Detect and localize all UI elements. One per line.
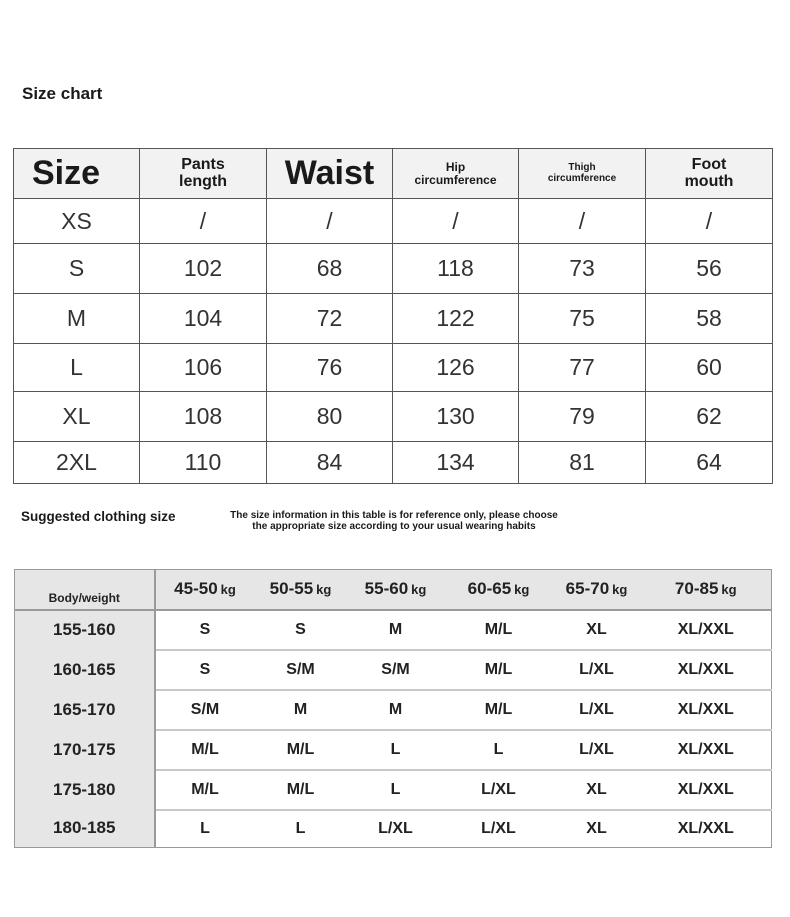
cell-hip: 122	[393, 294, 519, 344]
suggested-size: XL/XXL	[677, 819, 734, 837]
body-weight-corner: Body/weight	[15, 570, 155, 610]
suggested-size: XL/XXL	[641, 690, 772, 730]
cell-thigh: 81	[519, 442, 646, 484]
header-foot-line-1: Foot	[691, 155, 727, 173]
reference-note	[200, 510, 588, 532]
suggested-size: XL/XXL	[641, 730, 772, 770]
suggested-size-table	[14, 569, 772, 848]
suggested-size: M/L	[445, 610, 553, 650]
weight-range: 65-70	[565, 579, 610, 599]
cell-waist: 68	[267, 244, 393, 294]
suggested-size: L/XL	[553, 690, 641, 730]
table-row	[15, 690, 772, 730]
cell-size: M	[14, 294, 140, 344]
table-row	[15, 810, 772, 848]
reference-note-line-1: The size information in this table is for reference only, please choose	[230, 510, 558, 521]
header-thigh-line-1: Thigh	[568, 162, 596, 173]
table-row	[14, 442, 773, 484]
cell-thigh: 75	[519, 294, 646, 344]
header-size: Size	[14, 149, 140, 199]
weight-unit: kg	[316, 582, 332, 598]
table-row	[14, 199, 773, 244]
cell-pants-length: 102	[140, 244, 267, 294]
table-row	[14, 294, 773, 344]
weight-header-row	[15, 570, 772, 610]
height-range: 180-185	[15, 810, 155, 848]
suggested-size: S	[155, 650, 255, 690]
header-foot-mouth	[646, 149, 773, 199]
table-row	[15, 770, 772, 810]
weight-header	[641, 570, 772, 610]
suggested-size: S	[255, 610, 347, 650]
weight-header	[155, 570, 255, 610]
height-range: 160-165	[15, 650, 155, 690]
header-hip-line-1: Hip	[445, 159, 466, 174]
page-title: Size chart	[22, 84, 103, 103]
header-waist: Waist	[267, 149, 393, 199]
height-range: 165-170	[15, 690, 155, 730]
weight-range: 55-60	[364, 579, 409, 599]
suggested-size: M	[255, 690, 347, 730]
header-foot-line-2: mouth	[684, 172, 734, 190]
suggested-size: L	[295, 819, 306, 837]
weight-header	[445, 570, 553, 610]
weight-unit: kg	[220, 582, 236, 598]
cell-waist: 80	[267, 392, 393, 442]
size-chart-table	[13, 148, 773, 484]
cell-hip: 130	[393, 392, 519, 442]
suggested-size: S/M	[255, 650, 347, 690]
reference-note-line-2: the appropriate size according to your usual wearing habits	[252, 521, 536, 532]
suggested-size: S/M	[347, 650, 445, 690]
cell-foot-mouth: /	[646, 199, 773, 244]
suggested-size: L	[445, 730, 553, 770]
weight-unit: kg	[514, 582, 530, 598]
suggested-size: M	[347, 610, 445, 650]
suggested-size: L/XL	[553, 730, 641, 770]
cell-thigh: 73	[519, 244, 646, 294]
suggested-size: L	[347, 730, 445, 770]
weight-range: 50-55	[269, 579, 314, 599]
suggested-size: L	[347, 770, 445, 810]
height-range: 175-180	[15, 770, 155, 810]
weight-header	[255, 570, 347, 610]
cell-foot-mouth: 64	[646, 442, 773, 484]
cell-hip: 118	[393, 244, 519, 294]
suggested-size: L/XL	[445, 770, 553, 810]
header-hip-line-2: circumference	[414, 172, 497, 187]
suggested-size: S/M	[155, 690, 255, 730]
weight-header	[553, 570, 641, 610]
suggested-size: XL/XXL	[641, 650, 772, 690]
cell-thigh: /	[519, 199, 646, 244]
weight-unit: kg	[721, 582, 737, 598]
cell-foot-mouth: 56	[646, 244, 773, 294]
cell-size: L	[14, 344, 140, 392]
cell-waist: /	[267, 199, 393, 244]
suggested-size: L/XL	[378, 819, 413, 837]
cell-pants-length: 104	[140, 294, 267, 344]
suggested-size: S	[155, 610, 255, 650]
header-pants-length	[140, 149, 267, 199]
suggested-size: M/L	[255, 730, 347, 770]
cell-pants-length: /	[140, 199, 267, 244]
suggested-size: M/L	[255, 770, 347, 810]
weight-unit: kg	[411, 582, 427, 598]
suggested-size: L	[200, 819, 210, 837]
weight-header	[347, 570, 445, 610]
table-row	[15, 650, 772, 690]
table-row	[14, 244, 773, 294]
table-row	[14, 392, 773, 442]
cell-pants-length: 108	[140, 392, 267, 442]
cell-size: S	[14, 244, 140, 294]
height-range: 170-175	[15, 730, 155, 770]
table-row	[15, 730, 772, 770]
suggested-size: M/L	[445, 650, 553, 690]
suggested-size-heading: Suggested clothing size	[21, 509, 176, 524]
header-pants-line-1: Pants	[181, 155, 225, 173]
cell-size: XS	[14, 199, 140, 244]
table-row	[14, 344, 773, 392]
cell-hip: 126	[393, 344, 519, 392]
table-row	[15, 610, 772, 650]
cell-pants-length: 110	[140, 442, 267, 484]
cell-foot-mouth: 62	[646, 392, 773, 442]
cell-pants-length: 106	[140, 344, 267, 392]
cell-foot-mouth: 58	[646, 294, 773, 344]
weight-range: 45-50	[174, 579, 218, 599]
suggested-size: XL/XXL	[641, 770, 772, 810]
height-range: 155-160	[15, 610, 155, 650]
size-chart-header-row	[14, 149, 773, 199]
cell-waist: 76	[267, 344, 393, 392]
suggested-size: XL	[553, 610, 641, 650]
weight-range: 70-85	[674, 579, 719, 599]
cell-foot-mouth: 60	[646, 344, 773, 392]
suggested-size: M/L	[445, 690, 553, 730]
suggested-size: XL	[553, 770, 641, 810]
header-pants-line-2: length	[179, 172, 227, 190]
suggested-size: XL	[586, 819, 607, 837]
cell-size: 2XL	[14, 442, 140, 484]
cell-size: XL	[14, 392, 140, 442]
weight-range: 60-65	[467, 579, 512, 599]
cell-hip: /	[393, 199, 519, 244]
cell-thigh: 77	[519, 344, 646, 392]
cell-hip: 134	[393, 442, 519, 484]
suggested-size: M	[347, 690, 445, 730]
suggested-size: L/XL	[481, 819, 516, 837]
header-hip	[393, 149, 519, 199]
cell-thigh: 79	[519, 392, 646, 442]
cell-waist: 84	[267, 442, 393, 484]
suggested-size: M/L	[155, 730, 255, 770]
suggested-size: L/XL	[553, 650, 641, 690]
suggested-size: XL/XXL	[641, 610, 772, 650]
header-thigh	[519, 149, 646, 199]
header-thigh-line-2: circumference	[547, 172, 617, 184]
cell-waist: 72	[267, 294, 393, 344]
suggested-size: M/L	[155, 770, 255, 810]
weight-unit: kg	[612, 582, 628, 598]
